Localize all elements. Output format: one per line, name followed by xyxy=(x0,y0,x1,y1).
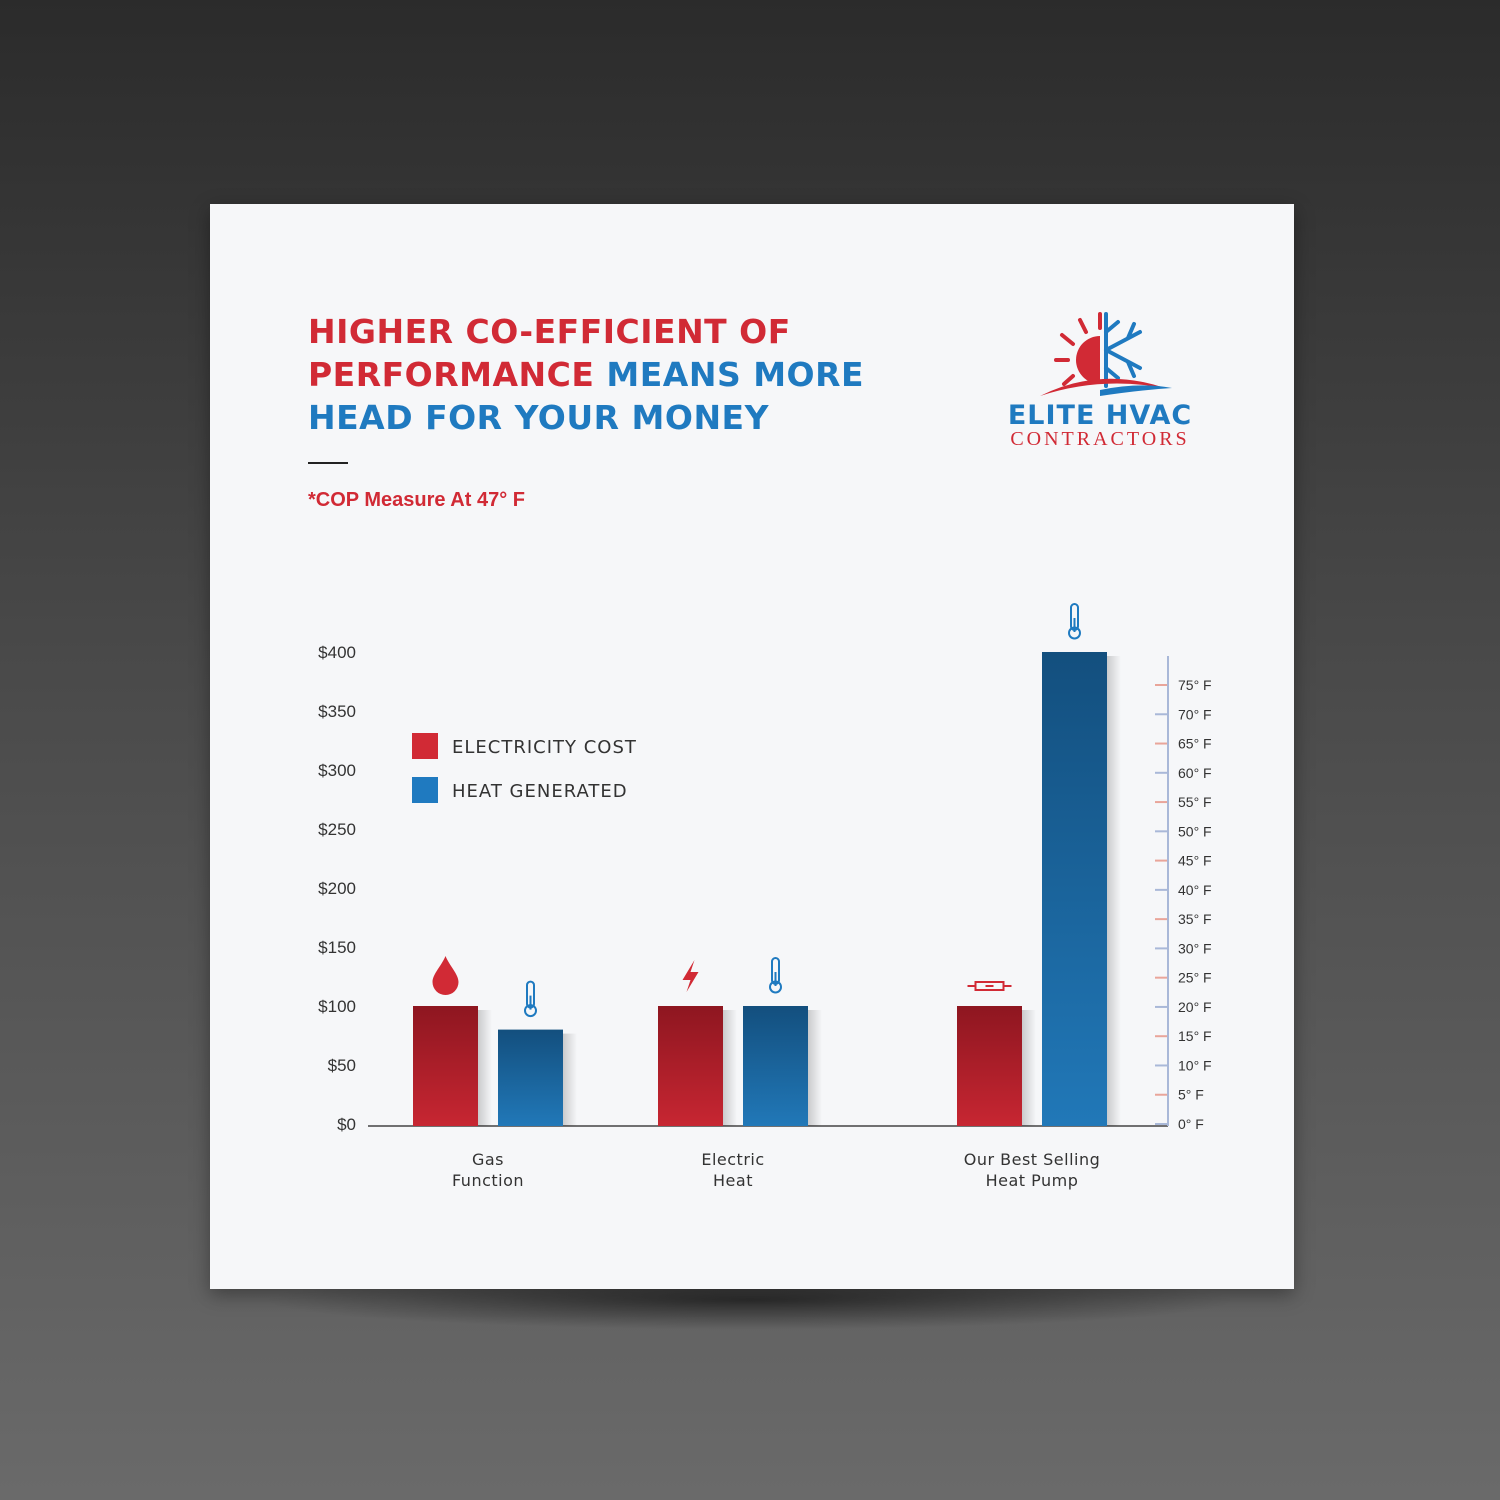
category-label: Function xyxy=(451,1171,525,1190)
bar-shadow xyxy=(1022,1010,1036,1126)
thermometer-icon xyxy=(1069,604,1080,639)
temperature-tick-label: 20° F xyxy=(1178,998,1212,1015)
y-tick-label: $300 xyxy=(318,761,356,780)
category-label: Heat xyxy=(713,1171,753,1190)
bar-shadow xyxy=(1107,656,1121,1126)
thermometer-icon xyxy=(770,958,781,993)
temperature-tick-label: 0° F xyxy=(1178,1116,1204,1132)
y-tick-label: $50 xyxy=(327,1056,356,1075)
temperature-tick-label: 25° F xyxy=(1178,969,1212,986)
temperature-axis xyxy=(1155,656,1212,1132)
temperature-tick-label: 65° F xyxy=(1178,735,1212,752)
category-label: Electric xyxy=(701,1150,765,1169)
y-tick-label: $350 xyxy=(318,702,356,721)
temperature-tick-label: 5° F xyxy=(1178,1086,1204,1103)
temperature-tick-label: 55° F xyxy=(1178,794,1212,811)
bar xyxy=(957,1006,1022,1126)
y-axis xyxy=(318,643,356,1134)
bar xyxy=(498,1030,563,1126)
lightning-icon xyxy=(683,960,699,992)
bars xyxy=(413,652,1121,1126)
temperature-tick-label: 35° F xyxy=(1178,911,1212,928)
bar-icons xyxy=(433,604,1081,1016)
heating-element-icon xyxy=(968,982,1012,990)
cop-note: *COP Measure At 47° F xyxy=(308,489,525,511)
category-labels xyxy=(452,1150,1100,1190)
logo-tagline: CONTRACTORS xyxy=(1010,428,1190,450)
bar xyxy=(413,1006,478,1126)
temperature-tick-label: 70° F xyxy=(1178,706,1212,723)
logo-name: ELITE HVAC xyxy=(1007,400,1193,431)
drop-icon xyxy=(433,956,459,995)
bar-shadow xyxy=(808,1010,822,1126)
category-label: Our Best Selling xyxy=(963,1150,1101,1169)
thermometer-icon xyxy=(525,982,536,1017)
y-tick-label: $400 xyxy=(318,643,356,662)
temperature-tick-label: 30° F xyxy=(1178,940,1212,957)
temperature-tick-label: 45° F xyxy=(1178,852,1212,869)
legend-swatch xyxy=(412,777,438,803)
bar-shadow xyxy=(723,1010,737,1126)
legend-label: HEAT GENERATED xyxy=(452,781,628,802)
y-tick-label: $0 xyxy=(337,1115,356,1134)
temperature-tick-label: 10° F xyxy=(1178,1057,1212,1074)
headline-red-part: HIGHER CO-EFFICIENT OF PERFORMANCE xyxy=(308,312,791,394)
temperature-tick-label: 15° F xyxy=(1178,1028,1212,1045)
headline-blue-part: MEANS MORE HEAD FOR YOUR MONEY xyxy=(308,355,865,437)
category-label: Gas xyxy=(471,1150,505,1169)
y-tick-label: $150 xyxy=(318,938,356,957)
bar xyxy=(1042,652,1107,1126)
drop-shape xyxy=(433,956,459,995)
legend xyxy=(412,733,637,803)
cop-bar-chart xyxy=(210,204,1294,1289)
category-label: Heat Pump xyxy=(985,1171,1079,1190)
bar xyxy=(658,1006,723,1126)
temperature-tick-label: 40° F xyxy=(1178,881,1212,898)
legend-swatch xyxy=(412,733,438,759)
y-tick-label: $100 xyxy=(318,997,356,1016)
legend-label: ELECTRICITY COST xyxy=(452,737,637,758)
y-tick-label: $250 xyxy=(318,820,356,839)
infographic-card xyxy=(210,204,1294,1289)
temperature-tick-label: 75° F xyxy=(1178,677,1212,693)
bar xyxy=(743,1006,808,1126)
temperature-tick-label: 60° F xyxy=(1178,764,1212,781)
lightning-shape xyxy=(683,960,699,992)
bar-shadow xyxy=(478,1010,492,1126)
temperature-tick-label: 50° F xyxy=(1178,823,1212,840)
y-tick-label: $200 xyxy=(318,879,356,898)
bar-shadow xyxy=(563,1034,577,1126)
